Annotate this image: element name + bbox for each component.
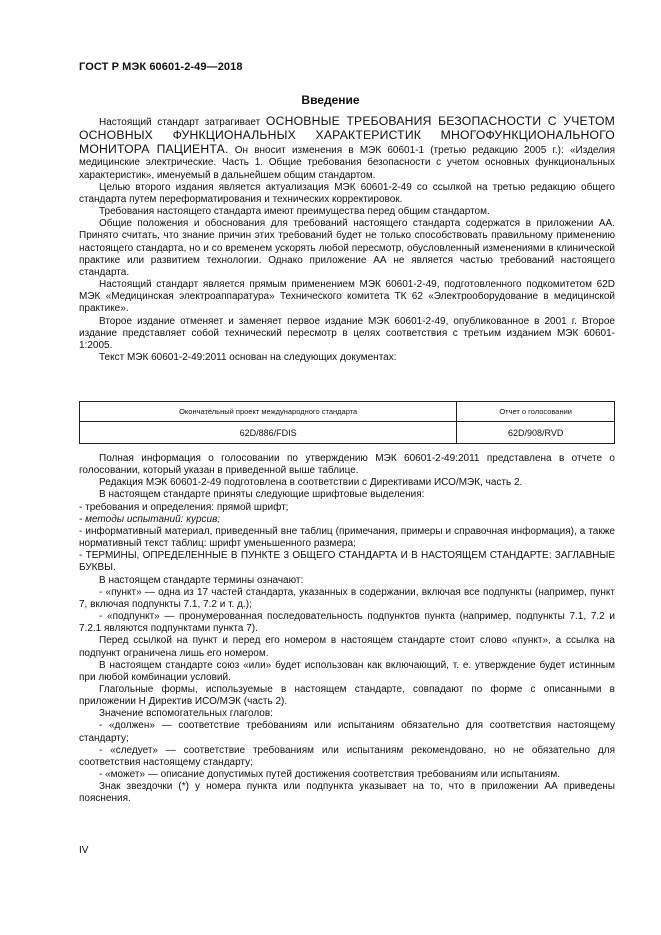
term-item-clause: - «пункт» — одна из 17 частей стандарта, указанных в содержании, включая все подпункты (например, пункт 7, включая подпункты 7.1, 7.2 и т. д.); xyxy=(79,586,615,610)
section-title: Введение xyxy=(301,93,360,107)
font-item-test-methods: - методы испытаний: курсив; xyxy=(79,513,221,525)
paragraph-priority: Требования настоящего стандарта имеют преимущества перед общим стандартом. xyxy=(99,206,490,218)
paragraph-references: Перед ссылкой на пункт и перед его номером в настоящем стандарте стоит слово «пункт», а ссылка на подпункт ограничена лишь его номером. xyxy=(79,635,615,659)
paragraph-verbs-intro: Значение вспомогательных глаголов: xyxy=(99,708,273,720)
term-item-subclause: - «подпункт» — пронумерованная последовательность подпунктов пункта (например, подпункты 7.1, 7.2 и 7.2.1 являются подпунктами пункта 7). xyxy=(79,611,615,635)
table-header-row xyxy=(80,402,615,422)
table-header-rvd: Отчет о голосовании xyxy=(457,402,615,422)
font-item-informative: - информативный материал, приведенный вне таблиц (примечания, примеры и справочная информация), а также нормативный текст таблиц: шрифт уменьшенного размера; xyxy=(79,525,615,550)
paragraph-documents: Текст МЭК 60601-2-49:2011 основан на следующих документах: xyxy=(99,351,397,363)
scope-rest: Он вносит изменения в МЭК 60601-1 (третью редакцию 2005 г.): «Изделия медицинские электрические. Часть 1. Общие требования безопасности с учетом основных функциональных характеристик», именуемый в дальнейшем общим стандартом. xyxy=(79,145,615,181)
font-item-requirements: - требования и определения: прямой шрифт; xyxy=(79,501,289,513)
page-number: IV xyxy=(79,845,89,856)
introduction-body-continued xyxy=(79,453,615,806)
scope-intro: Настоящий стандарт затрагивает xyxy=(99,117,266,128)
verb-item-may: - «может» — описание допустимых путей достижения соответствия требованиям или испытаниям. xyxy=(99,769,560,781)
paragraph-origin: Настоящий стандарт является прямым применением МЭК 60601-2-49, подготовленного подкомитетом 62D МЭК «Медицинская электроаппаратура» Технического комитета ТК 62 «Электрооборудование в медицинской практике». xyxy=(79,279,615,315)
paragraph-or: В настоящем стандарте союз «или» будет использован как включающий, т. е. утверждение будет истинным при любой комбинации условий. xyxy=(79,659,615,683)
verb-item-should: - «следует» — соответствие требованиям или испытаниям рекомендовано, но не обязательно для соответствия настоящему стандарту; xyxy=(79,744,615,768)
standard-code-header: ГОСТ Р МЭК 60601-2-49—2018 xyxy=(79,61,243,73)
paragraph-directives: Редакция МЭК 60601-2-49 подготовлена в соответствии с Директивами ИСО/МЭК, часть 2. xyxy=(99,477,523,489)
paragraph-verb-forms: Глагольные формы, используемые в настоящем стандарте, совпадают по форме с описанными в приложении Н Директив ИСО/МЭК (часть 2). xyxy=(79,683,615,708)
table-cell-fdis: 62D/886/FDIS xyxy=(80,422,457,444)
table-header-fdis: Окончательный проект международного стандарта xyxy=(80,402,457,422)
paragraph-voting: Полная информация о голосовании по утверждению МЭК 60601-2-49:2011 представлена в отчете о голосовании, который указан в приведенной выше таблице. xyxy=(79,453,615,477)
introduction-body xyxy=(79,115,615,364)
paragraph-terms-intro: В настоящем стандарте термины означают: xyxy=(99,574,304,586)
paragraph-rationale: Общие положения и обоснования для требований настоящего стандарта содержатся в приложении АА. Принято считать, что знание причин этих требований будет не только способствовать правильному применению настоящего стандарта, но и со временем ускорять любой пересмотр, обусловленный изменениями в клинической практике или развитием технологии. Однако приложение АА не является частью требований настоящего стандарта. xyxy=(79,218,615,278)
paragraph-purpose: Целью второго издания является актуализация МЭК 60601-2-49 со ссылкой на третью редакцию общего стандарта путем переформатирования и технических корректировок. xyxy=(79,181,615,205)
scope-caps: ОСНОВНЫЕ ТРЕБОВАНИЯ БЕЗОПАСНОСТИ С УЧЕТОМ ОСНОВНЫХ ФУНКЦИОНАЛЬНЫХ ХАРАКТЕРИСТИК МНОГОФУНКЦИОНАЛЬНОГО МОНИТОРА ПАЦИЕНТА. xyxy=(79,114,615,157)
table-cell-rvd: 62D/908/RVD xyxy=(457,422,615,444)
paragraph-scope xyxy=(79,115,615,182)
paragraph-fonts-intro: В настоящем стандарте приняты следующие шрифтовые выделения: xyxy=(99,489,425,501)
documents-table xyxy=(79,401,615,444)
paragraph-edition: Второе издание отменяет и заменяет первое издание МЭК 60601-2-49, опубликованное в 2001 г. Второе издание представляет собой технический пересмотр в целях соответствия с третьим изданием МЭК 60601-1:2005. xyxy=(79,315,615,351)
paragraph-asterisk: Знак звездочки (*) у номера пункта или подпункта указывает на то, что в приложении АА приведены пояснения. xyxy=(79,781,615,805)
table-row xyxy=(80,422,615,444)
verb-item-shall: - «должен» — соответствие требованиям или испытаниям обязательно для соответствия настоящему стандарту; xyxy=(79,720,615,744)
font-item-terms: - ТЕРМИНЫ, ОПРЕДЕЛЕННЫЕ В ПУНКТЕ 3 ОБЩЕГО СТАНДАРТА И В НАСТОЯЩЕМ СТАНДАРТЕ: ЗАГЛАВНЫЕ БУКВЫ. xyxy=(79,550,615,574)
